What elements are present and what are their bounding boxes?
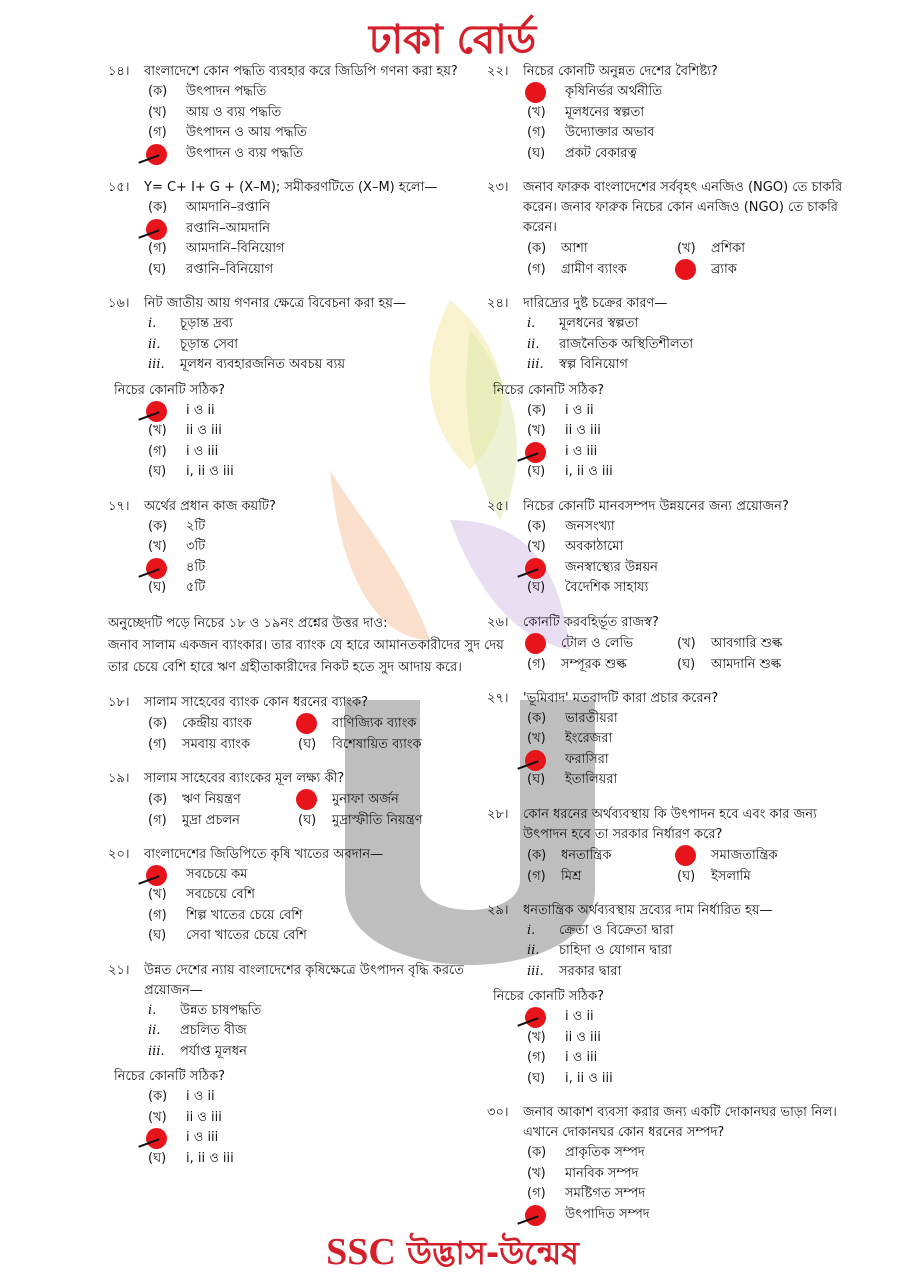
option-pair bbox=[487, 866, 862, 887]
option-pair bbox=[487, 845, 862, 866]
option[interactable]: (ঘ) i, ii ও iii bbox=[527, 464, 613, 479]
question-number: ২৭। bbox=[487, 690, 509, 706]
option-answered[interactable]: i ও iii bbox=[108, 1128, 508, 1149]
passage-text: জনাব সালাম একজন ব্যাংকার। তার ব্যাংক যে হারে আমানতকারীদের সুদ দেয় তার চেয়ে বেশি হারে ঋণ গ্রহীতাকারীদের নিকট হতে সুদ আদায় করে। bbox=[108, 637, 504, 675]
question-text: নিচের কোনটি মানবসম্পদ উন্নয়নের জন্য প্রয়োজন? bbox=[523, 498, 789, 514]
option-answered[interactable]: সবচেয়ে কম bbox=[108, 865, 508, 886]
option-answered[interactable]: i ও ii bbox=[108, 401, 508, 422]
statement-item: i. চূড়ান্ত দ্রব্য bbox=[148, 316, 233, 331]
option[interactable]: (ঘ) বৈদেশিক সাহায্য bbox=[527, 580, 649, 595]
option[interactable]: (গ) গ্রামীণ ব্যাংক bbox=[527, 262, 627, 277]
question-text: জনাব আকাশ ব্যবসা করার জন্য একটি দোকানঘর ভাড়া নিল। এখানে দোকানঘর কোন ধরনের সম্পদ? bbox=[523, 1105, 837, 1140]
option-answered[interactable]: রপ্তানি–আমদানি bbox=[108, 219, 508, 240]
question-number: ১৬। bbox=[108, 296, 130, 311]
option-answered[interactable]: ফরাসিরা bbox=[487, 750, 862, 771]
option[interactable]: (ক) ধনতান্ত্রিক bbox=[527, 847, 612, 863]
option-pair bbox=[108, 789, 508, 810]
option[interactable]: (গ) সমবায় ব্যাংক bbox=[148, 736, 251, 752]
option[interactable]: (ক) প্রাকৃতিক সম্পদ bbox=[527, 1145, 645, 1160]
option-answered[interactable]: সমাজতান্ত্রিক bbox=[677, 845, 827, 866]
option-pair bbox=[108, 734, 508, 755]
option[interactable]: (ক) আমদানি–রপ্তানি bbox=[148, 200, 271, 215]
option[interactable]: (গ) i ও iii bbox=[527, 1050, 598, 1065]
question-number: ১৪। bbox=[108, 64, 130, 79]
answer-mark-icon bbox=[525, 82, 546, 103]
answer-mark-icon bbox=[525, 633, 546, 654]
option[interactable]: (খ) আবগারি শুল্ক bbox=[677, 635, 783, 651]
question-text: সালাম সাহেবের ব্যাংক কোন ধরনের ব্যাংক? bbox=[144, 694, 369, 710]
question-text: জনাব ফারুক বাংলাদেশের সর্ববৃহৎ এনজিও (NGO) তে চাকরি করেন। জনাব ফারুক নিচের কোন এনজিও (NGO) তে চাকরি করেন। bbox=[523, 180, 843, 235]
option[interactable]: (গ) সমষ্টিগত সম্পদ bbox=[527, 1186, 646, 1201]
question-number: ১৭। bbox=[108, 498, 130, 514]
option[interactable]: (গ) মিশ্র bbox=[527, 868, 582, 884]
statement-item: ii. রাজনৈতিক অস্থিতিশীলতা bbox=[527, 336, 694, 352]
passage bbox=[108, 613, 508, 679]
option-answered[interactable]: ৪টি bbox=[108, 558, 508, 579]
footer-ssc: SSC bbox=[326, 1231, 396, 1273]
question-25 bbox=[487, 497, 862, 599]
which-correct: নিচের কোনটি সঠিক? bbox=[493, 989, 605, 1004]
statement-item: i. ক্রেতা ও বিক্রেতা দ্বারা bbox=[527, 922, 674, 938]
option-answered[interactable]: i ও iii bbox=[487, 442, 862, 463]
question-15 bbox=[108, 178, 508, 280]
option[interactable]: (খ) ii ও iii bbox=[148, 423, 222, 438]
option[interactable]: (গ) মুদ্রা প্রচলন bbox=[148, 812, 240, 828]
answer-mark-icon bbox=[296, 713, 317, 734]
option[interactable]: (ঘ) ইসলামি bbox=[677, 868, 751, 884]
option-pair bbox=[108, 713, 508, 734]
option[interactable]: (খ) ii ও iii bbox=[527, 1029, 601, 1045]
question-20 bbox=[108, 845, 508, 947]
question-text: Y= C+ I+ G + (X–M); সমীকরণটিতে (X–M) হলো— bbox=[144, 180, 438, 195]
option[interactable]: (খ) মূলধনের স্বল্পতা bbox=[527, 104, 645, 120]
page-title: ঢাকা বোর্ড bbox=[368, 17, 537, 63]
statement-item: ii. প্রচলিত বীজ bbox=[148, 1023, 247, 1038]
question-30 bbox=[487, 1103, 862, 1225]
statement-item: i. মূলধনের স্বল্পতা bbox=[527, 316, 639, 331]
footer-brand bbox=[0, 1228, 905, 1282]
statement-item: iii. পর্যাপ্ত মূলধন bbox=[148, 1043, 247, 1059]
answer-mark-icon bbox=[675, 259, 696, 280]
question-text: বাংলাদেশে কোন পদ্ধতি ব্যবহার করে জিডিপি গণনা করা হয়? bbox=[144, 64, 458, 79]
option[interactable]: (গ) আমদানি–বিনিয়োগ bbox=[148, 241, 285, 256]
passage-intro: অনুচ্ছেদটি পড়ে নিচের ১৮ ও ১৯নং প্রশ্নের উত্তর দাও: bbox=[108, 615, 388, 631]
question-number: ১৯। bbox=[108, 770, 130, 786]
option[interactable]: (গ) সম্পূরক শুল্ক bbox=[527, 656, 627, 672]
option[interactable]: (খ) ইংরেজরা bbox=[527, 731, 613, 746]
option-answered[interactable]: ব্র্যাক bbox=[677, 259, 827, 280]
statement-item: i. উন্নত চাষপদ্ধতি bbox=[148, 1002, 262, 1018]
option[interactable]: (ক) ঋণ নিয়ন্ত্রণ bbox=[148, 791, 241, 807]
footer-brand-name: উদ্ভাস-উন্মেষ bbox=[407, 1234, 579, 1272]
question-number: ২১। bbox=[108, 962, 130, 978]
question-22 bbox=[487, 62, 862, 164]
option[interactable]: (গ) শিল্প খাতের চেয়ে বেশি bbox=[148, 907, 303, 923]
option-pair bbox=[108, 810, 508, 831]
which-correct: নিচের কোনটি সঠিক? bbox=[493, 382, 605, 398]
option[interactable]: (গ) উদ্যোক্তার অভাব bbox=[527, 125, 655, 140]
statement-item: iii. মূলধন ব্যবহারজনিত অবচয় ব্যয় bbox=[148, 357, 346, 372]
option[interactable]: (ঘ) বিশেষায়িত ব্যাংক bbox=[298, 736, 422, 752]
option-answered[interactable]: কৃষিনির্ভর অর্থনীতি bbox=[487, 82, 862, 103]
question-18 bbox=[108, 693, 508, 755]
option[interactable]: (খ) আয় ও ব্যয় পদ্ধতি bbox=[148, 104, 282, 120]
option[interactable]: (ঘ) i, ii ও iii bbox=[527, 1070, 613, 1086]
option-answered[interactable]: উৎপাদিত সম্পদ bbox=[487, 1205, 862, 1226]
which-correct: নিচের কোনটি সঠিক? bbox=[114, 1069, 226, 1084]
option[interactable]: (ঘ) i, ii ও iii bbox=[148, 1150, 234, 1166]
question-text: 'ভূমিবাদ' মতবাদটি কারা প্রচার করেন? bbox=[523, 690, 719, 706]
option[interactable]: (ঘ) আমদানি শুল্ক bbox=[677, 656, 782, 672]
option[interactable]: (খ) ৩টি bbox=[148, 539, 206, 554]
question-text: কোনটি করবহির্ভূত রাজস্ব? bbox=[523, 614, 659, 630]
option-pair bbox=[487, 654, 862, 675]
option-answered[interactable]: i ও ii bbox=[487, 1007, 862, 1028]
question-number: ২৫। bbox=[487, 498, 509, 514]
question-number: ২৪। bbox=[487, 296, 509, 311]
question-number: ২৯। bbox=[487, 902, 509, 918]
question-26 bbox=[487, 613, 862, 675]
option[interactable]: (ক) i ও ii bbox=[148, 1089, 215, 1104]
question-text: দারিদ্র্যের দুষ্ট চক্রের কারণ— bbox=[523, 296, 668, 311]
option[interactable]: (খ) ii ও iii bbox=[527, 423, 601, 438]
question-17 bbox=[108, 497, 508, 599]
option[interactable]: (খ) প্রশিকা bbox=[677, 241, 745, 256]
question-text: নিচের কোনটি অনুন্নত দেশের বৈশিষ্ট্য? bbox=[523, 64, 718, 79]
question-number: ৩০। bbox=[487, 1105, 509, 1120]
question-27 bbox=[487, 689, 862, 791]
option[interactable]: (ঘ) মুদ্রাস্ফীতি নিয়ন্ত্রণ bbox=[298, 812, 423, 828]
answer-mark-icon bbox=[296, 789, 317, 810]
which-correct: নিচের কোনটি সঠিক? bbox=[114, 382, 226, 398]
option[interactable]: (ক) কেন্দ্রীয় ব্যাংক bbox=[148, 715, 252, 731]
option-pair bbox=[487, 633, 862, 654]
option-pair bbox=[487, 259, 862, 280]
option[interactable]: (খ) সবচেয়ে বেশি bbox=[148, 887, 255, 902]
option[interactable]: (ঘ) ইতালিয়রা bbox=[527, 772, 618, 787]
question-text: অর্থের প্রধান কাজ কয়টি? bbox=[144, 498, 276, 514]
statement-item: iii. সরকার দ্বারা bbox=[527, 963, 622, 979]
option[interactable]: (ঘ) সেবা খাতের চেয়ে বেশি bbox=[148, 928, 307, 943]
option[interactable]: (ক) আশা bbox=[527, 241, 588, 256]
question-text: ধনতান্ত্রিক অর্থব্যবস্থায় দ্রব্যের দাম নির্ধারিত হয়— bbox=[523, 902, 773, 918]
question-number: ২৬। bbox=[487, 614, 509, 630]
option[interactable]: (ঘ) রপ্তানি–বিনিয়োগ bbox=[148, 261, 274, 277]
question-16 bbox=[108, 294, 508, 483]
question-number: ২২। bbox=[487, 64, 509, 79]
statement-item: iii. স্বল্প বিনিয়োগ bbox=[527, 357, 628, 372]
option[interactable]: (ঘ) প্রকট বেকারত্ব bbox=[527, 145, 637, 161]
option-answered[interactable]: বাণিজ্যিক ব্যাংক bbox=[298, 713, 448, 734]
option-pair bbox=[487, 238, 862, 259]
option-answered[interactable]: জনস্বাস্থ্যের উন্নয়ন bbox=[487, 558, 862, 579]
question-24 bbox=[487, 294, 862, 483]
statement-item: ii. চূড়ান্ত সেবা bbox=[148, 336, 239, 352]
option[interactable]: (গ) উৎপাদন ও আয় পদ্ধতি bbox=[148, 125, 307, 140]
option-answered[interactable]: মুনাফা অর্জন bbox=[298, 789, 448, 810]
question-29 bbox=[487, 901, 862, 1090]
question-number: ২০। bbox=[108, 846, 130, 862]
question-text: সালাম সাহেবের ব্যাংকের মূল লক্ষ্য কী? bbox=[144, 770, 345, 786]
option[interactable]: (খ) অবকাঠামো bbox=[527, 539, 624, 554]
question-number: ১৫। bbox=[108, 180, 130, 195]
option[interactable]: (ক) ভারতীয়রা bbox=[527, 710, 618, 726]
question-number: ২৩। bbox=[487, 180, 509, 195]
statement-item: ii. চাহিদা ও যোগান দ্বারা bbox=[527, 943, 672, 958]
question-23 bbox=[487, 178, 862, 280]
question-text: বাংলাদেশের জিডিপিতে কৃষি খাতের অবদান— bbox=[144, 846, 384, 862]
option-answered[interactable]: টোল ও লেভি bbox=[527, 633, 677, 654]
question-28 bbox=[487, 805, 862, 887]
question-21 bbox=[108, 961, 508, 1170]
option[interactable]: (ক) ২টি bbox=[148, 518, 206, 534]
left-column bbox=[108, 62, 508, 1183]
option-answered[interactable]: উৎপাদন ও ব্যয় পদ্ধতি bbox=[108, 144, 508, 165]
right-column bbox=[487, 62, 862, 1239]
option[interactable]: (ক) উৎপাদন পদ্ধতি bbox=[148, 84, 267, 99]
option[interactable]: (খ) ii ও iii bbox=[148, 1109, 222, 1125]
question-text: উন্নত দেশের ন্যায় বাংলাদেশের কৃষিক্ষেত্রে উৎপাদন বৃদ্ধি করতে প্রয়োজন— bbox=[144, 962, 465, 998]
question-number: ১৮। bbox=[108, 694, 130, 710]
option[interactable]: (গ) i ও iii bbox=[148, 443, 219, 459]
question-number: ২৮। bbox=[487, 806, 509, 822]
question-text: কোন ধরনের অর্থব্যবস্থায় কি উৎপাদন হবে এবং কার জন্য উৎপাদন হবে তা সরকার নির্ধারণ করে? bbox=[523, 806, 817, 842]
question-text: নিট জাতীয় আয় গণনার ক্ষেত্রে বিবেচনা করা হয়— bbox=[144, 296, 406, 311]
option[interactable]: (ক) জনসংখ্যা bbox=[527, 518, 615, 534]
option[interactable]: (ঘ) i, ii ও iii bbox=[148, 464, 234, 479]
option[interactable]: (ক) i ও ii bbox=[527, 402, 594, 418]
option[interactable]: (খ) মানবিক সম্পদ bbox=[527, 1165, 639, 1181]
question-14 bbox=[108, 62, 508, 164]
answer-mark-icon bbox=[675, 845, 696, 866]
option[interactable]: (ঘ) ৫টি bbox=[148, 580, 206, 595]
question-19 bbox=[108, 769, 508, 831]
